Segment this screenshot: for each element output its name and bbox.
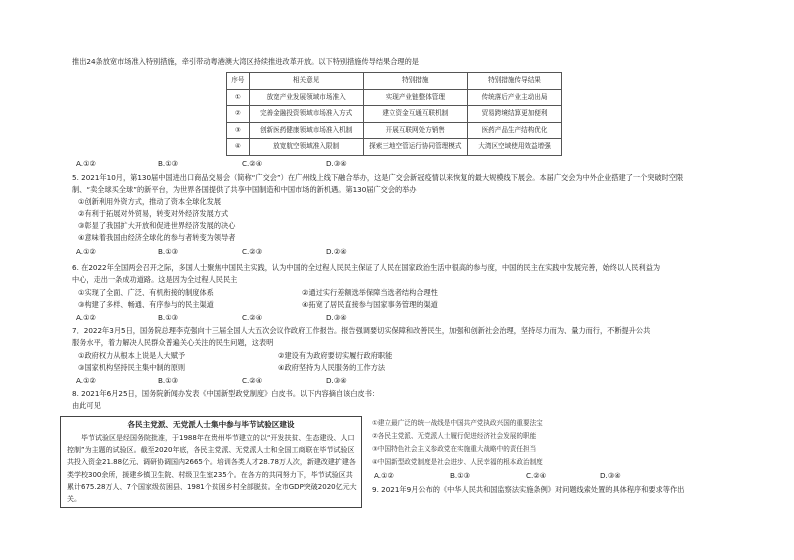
q8-stem-line1: 8. 2021年6月25日，国务院新闻办发表《中国新型政党制度》白皮书。以下内容摘自该白皮书： <box>72 389 380 398</box>
q4-intro: 推出24条放宽市场准入特别措施，牵引带动粤港澳大湾区持续推进改革开放。以下特别措施传导结果合理的是 <box>72 57 419 66</box>
q6-option-a[interactable]: A.①② <box>76 313 96 322</box>
q7-stem-line1: 7．2022年3月5日，国务院总理李克强向十三届全国人大五次会议作政府工作报告。报告强调要切实保障和改善民生，加强和创新社会治理，坚持尽力而为、量力而行，不断提升公共 <box>72 326 651 335</box>
table-row <box>227 89 562 106</box>
table-cell: 完善金融投资领域市场准入方式 <box>249 106 363 123</box>
table-cell: 放宽产业发展领域市场准入 <box>249 89 363 106</box>
q9-stem-line1: 9. 2021年9月公布的《中华人民共和国监察法实施条例》对问题线索处置的具体程序和要求等作出 <box>372 485 685 494</box>
q6-statement-1: ①实现了全面、广泛、有机衔接的制度体系 <box>78 288 214 297</box>
table-header: 特别措施 <box>363 73 468 90</box>
q8-statement-2: ②各民主党派、无党派人士履行促进经济社会发展的职能 <box>372 432 537 440</box>
q5-statement-3: ③彰显了我国扩大开放和促进世界经济发展的决心 <box>78 221 236 230</box>
q6-statement-3: ③构建了多样、畅通、有序参与的民主渠道 <box>78 300 214 309</box>
q5-statement-2: ②有利于拓展对外贸易，转变对外经济发展方式 <box>78 209 229 218</box>
q7-statement-3: ③国家机构坚持民主集中制的原则 <box>78 363 186 372</box>
table-cell: 探索三地空管运行协同管理模式 <box>363 139 468 156</box>
q6-stem-line1: 6. 在2022年全国两会召开之际，多国人士聚焦中国民主实践，认为中国的全过程人民民主保证了人民在国家政治生活中很高的参与度，中国的民主在实践中发展完善，始终以人民利益为 <box>72 263 661 272</box>
q8-option-b[interactable]: B.①③ <box>450 471 471 480</box>
table-cell: ② <box>227 106 250 123</box>
q4-option-d[interactable]: D.③④ <box>326 159 347 168</box>
table-row <box>227 139 562 156</box>
table-cell: 实现产业链整体管理 <box>363 89 468 106</box>
q7-option-c[interactable]: C.②④ <box>242 376 263 385</box>
q7-statement-4: ④政府坚持为人民服务的工作方法 <box>278 363 386 372</box>
table-cell: 传统落后产业主动出局 <box>468 89 562 106</box>
q5-statement-4: ④意味着我国由经济全球化的参与者转变为领导者 <box>78 233 236 242</box>
q6-option-d[interactable]: D.③④ <box>326 313 347 322</box>
q5-option-c[interactable]: C.②③ <box>242 247 263 256</box>
q8-option-a[interactable]: A.①② <box>374 471 394 480</box>
q7-stem-line2: 服务水平，着力解决人民群众普遍关心关注的民生问题，这表明 <box>72 338 274 347</box>
q5-option-b[interactable]: B.①③ <box>158 247 179 256</box>
q6-stem-line2: 中心，走出一条成功道路。这是因为全过程人民民主 <box>72 275 238 284</box>
q6-option-b[interactable]: B.①③ <box>158 313 179 322</box>
q8-stem-line2: 由此可见 <box>72 401 101 410</box>
table-cell: 医药产品生产结构优化 <box>468 122 562 139</box>
q4-option-c[interactable]: C.②④ <box>242 159 263 168</box>
table-cell: 创新医药健康领域市场准入机制 <box>249 122 363 139</box>
q5-statement-1: ①创新利用外资方式，推动了资本全球化发展 <box>78 197 222 206</box>
table-row <box>227 106 562 123</box>
q8-option-d[interactable]: D.③④ <box>600 471 621 480</box>
q7-option-d[interactable]: D.③④ <box>326 376 347 385</box>
q8-statement-1: ①建立最广泛的统一战线是中国共产党执政兴国的重要法宝 <box>372 419 543 427</box>
q8-option-c[interactable]: C.②④ <box>526 471 547 480</box>
q8-material-box <box>60 416 362 508</box>
q7-statement-1: ①政府权力从根本上说是人大赋予 <box>78 351 186 360</box>
q7-option-a[interactable]: A.①② <box>76 376 96 385</box>
table-header: 相关意见 <box>249 73 363 90</box>
q5-option-d[interactable]: D.②④ <box>326 247 347 256</box>
q7-option-b[interactable]: B.①③ <box>158 376 179 385</box>
table-cell: ① <box>227 89 250 106</box>
q5-stem-line2: 制、“卖全球买全球”的新平台，为世界各国提供了共享中国制造和中国市场的新机遇。第130届广交会的举办 <box>72 185 417 194</box>
table-cell: 开展互联网处方销售 <box>363 122 468 139</box>
table-cell: ③ <box>227 122 250 139</box>
table-header: 序号 <box>227 73 250 90</box>
q6-statement-4: ④拓宽了居民直接参与国家事务管理的渠道 <box>302 300 438 309</box>
q6-statement-2: ②通过实行差额选举保障当选者结构合理性 <box>302 288 438 297</box>
q4-option-a[interactable]: A.①② <box>76 159 96 168</box>
q5-stem-line1: 5. 2021年10月，第130届中国进出口商品交易会（简称“广交会”）在广州线上线下融合举办，这是广交会新冠疫情以来恢复的最大规模线下展会。本届广交会为中外企业搭建了一个突破时空限 <box>72 173 684 182</box>
table-cell: 贸易跨境结算更加便利 <box>468 106 562 123</box>
table-cell: ④ <box>227 139 250 156</box>
table-cell: 大湾区空域使用效益增强 <box>468 139 562 156</box>
table-cell: 放宽航空领域准入限制 <box>249 139 363 156</box>
table-cell: 建立资金互通互联机制 <box>363 106 468 123</box>
q5-option-a[interactable]: A.①② <box>76 247 96 256</box>
table-header: 特别措施传导结果 <box>468 73 562 90</box>
q7-statement-2: ②建设有为政府要切实履行政府职能 <box>278 351 393 360</box>
table-row <box>227 122 562 139</box>
measures-table <box>226 72 562 156</box>
q8-material-text: 毕节试验区是经国务院批准，于1988年在贵州毕节建立的以“开发扶贫、生态建设、人口控制”为主题的试验区。截至2020年底，各民主党派、无党派人士和全国工商联在毕节试验区共投入资金21.88亿元、调研协调国内2665个。培训各类人才28.78万人次，新建改建扩建各类学校300余所，援建乡镇卫生院、村级卫生室235个。在各方的共同努力下，毕节试验区共累计675.28万人、7个国家级贫困县、1981个贫困乡村全部脱贫。全市GDP突破2020亿元大关。 <box>67 434 357 504</box>
q8-material-title: 各民主党派、无党派人士集中参与毕节试验区建设 <box>127 420 295 429</box>
q8-statement-4: ④中国新型政党制度是社会进步、人民幸福的根本政治制度 <box>372 458 543 466</box>
q8-statement-3: ③中国特色社会主义参政党在实施重大战略中的责任担当 <box>372 445 537 453</box>
table-header-row <box>227 73 562 90</box>
q4-option-b[interactable]: B.①③ <box>158 159 179 168</box>
q6-option-c[interactable]: C.②④ <box>242 313 263 322</box>
